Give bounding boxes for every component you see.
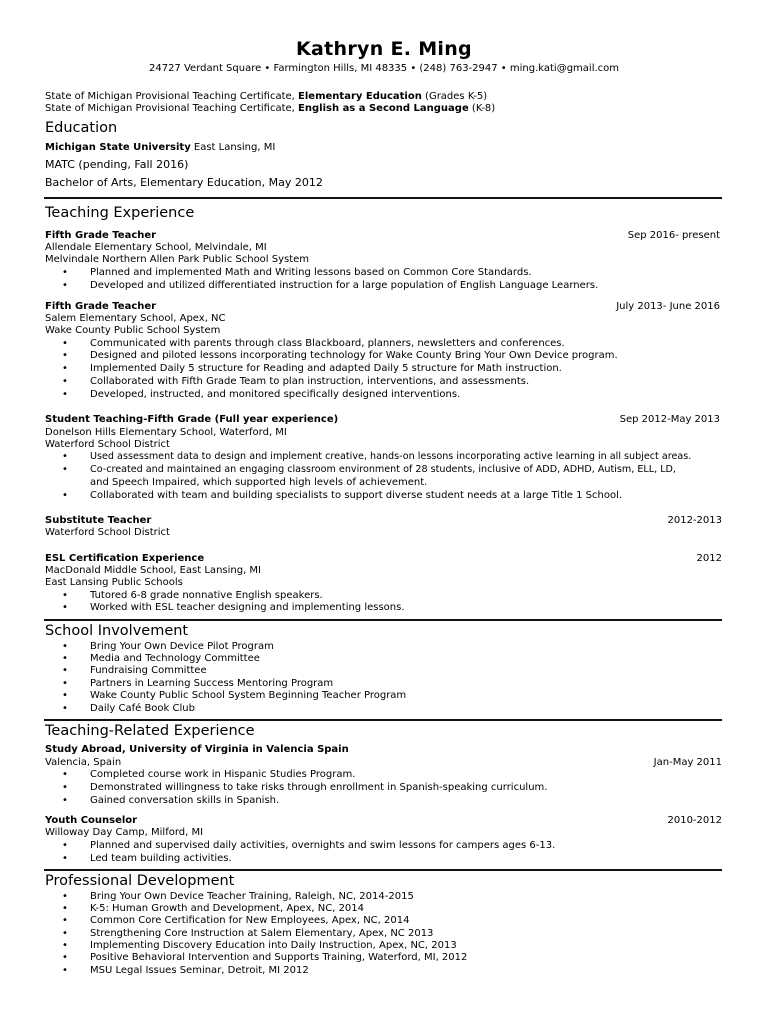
- involvement-item: Wake County Public School System Beginning Teacher Program: [90, 690, 407, 701]
- bullet: •: [62, 840, 68, 851]
- job-bullet: Developed and utilized differentiated instruction for a large population of English Language Learners.: [90, 280, 599, 291]
- job-district: Waterford School District: [45, 527, 170, 538]
- bullet: •: [62, 267, 68, 278]
- bullet: •: [62, 451, 68, 462]
- bullet: •: [62, 853, 68, 864]
- bullet: •: [62, 350, 68, 361]
- job-bullet: Used assessment data to design and implement creative, hands-on lessons incorporating active learning in all subject areas.: [90, 451, 692, 462]
- job-bullet-continued: and Speech Impaired, which supported high levels of achievement.: [90, 477, 428, 488]
- certification-2: [45, 103, 495, 115]
- professional-item: K-5: Human Growth and Development, Apex, NC, 2014: [90, 903, 365, 914]
- job-district: Wake County Public School System: [45, 325, 221, 336]
- job-title: Substitute Teacher: [45, 515, 152, 526]
- bullet: •: [62, 795, 68, 806]
- job-title: Fifth Grade Teacher: [45, 230, 157, 241]
- job-bullet: Designed and piloted lessons incorporating technology for Wake County Bring Your Own Device program.: [90, 350, 618, 361]
- job-district: East Lansing Public Schools: [45, 577, 183, 588]
- job-date: Sep 2012-May 2013: [619, 414, 720, 425]
- job-bullet: Worked with ESL teacher designing and implementing lessons.: [90, 602, 405, 613]
- related-bullet: Demonstrated willingness to take risks through enrollment in Spanish-speaking curriculum.: [90, 782, 548, 793]
- bullet: •: [62, 376, 68, 387]
- involvement-item: Partners in Learning Success Mentoring Program: [90, 678, 334, 689]
- bullet: •: [62, 280, 68, 291]
- job-district: Waterford School District: [45, 439, 170, 450]
- related-location: Valencia, Spain: [45, 757, 122, 768]
- job-bullet: Tutored 6-8 grade nonnative English speakers.: [90, 590, 323, 601]
- bullet: •: [62, 769, 68, 780]
- cert-area: Elementary Education: [298, 91, 422, 102]
- bullet: •: [62, 965, 68, 976]
- section-divider: [44, 719, 722, 721]
- job-school: MacDonald Middle School, East Lansing, MI: [45, 565, 262, 576]
- candidate-name: Kathryn E. Ming: [296, 38, 472, 60]
- contact-line: 24727 Verdant Square • Farmington Hills, MI 48335 • (248) 763-2947 • ming.kati@gmail.com: [148, 63, 620, 74]
- bullet: •: [62, 703, 68, 714]
- cert-grades: (Grades K-5): [421, 91, 488, 102]
- job-district: Melvindale Northern Allen Park Public School System: [45, 254, 310, 265]
- bullet: •: [62, 653, 68, 664]
- professional-item: Strengthening Core Instruction at Salem Elementary, Apex, NC 2013: [90, 928, 434, 939]
- bullet: •: [62, 590, 68, 601]
- bullet: •: [62, 678, 68, 689]
- job-school: Salem Elementary School, Apex, NC: [45, 313, 226, 324]
- job-bullet: Collaborated with team and building specialists to support diverse student needs at a large Title 1 School.: [90, 490, 623, 501]
- job-title: ESL Certification Experience: [45, 553, 205, 564]
- bullet: •: [62, 690, 68, 701]
- bullet: •: [62, 490, 68, 501]
- professional-item: Common Core Certification for New Employees, Apex, NC, 2014: [90, 915, 410, 926]
- cert-area: English as a Second Language: [298, 103, 469, 114]
- job-bullet: Planned and implemented Math and Writing lessons based on Common Core Standards.: [90, 267, 532, 278]
- related-bullet: Planned and supervised daily activities, overnights and swim lessons for campers ages 6-13.: [90, 840, 556, 851]
- job-bullet: Implemented Daily 5 structure for Reading and adapted Daily 5 structure for Math instruction.: [90, 363, 562, 374]
- related-bullet: Completed course work in Hispanic Studies Program.: [90, 769, 356, 780]
- involvement-item: Fundraising Committee: [90, 665, 207, 676]
- related-title: Youth Counselor: [45, 815, 138, 826]
- job-date: July 2013- June 2016: [616, 301, 720, 312]
- bullet: •: [62, 952, 68, 963]
- job-bullet: Communicated with parents through class Blackboard, planners, newsletters and conferences.: [90, 338, 565, 349]
- bullet: •: [62, 602, 68, 613]
- bullet: •: [62, 665, 68, 676]
- bullet: •: [62, 782, 68, 793]
- school-name: Michigan State University: [45, 142, 191, 153]
- job-school: Allendale Elementary School, Melvindale, MI: [45, 242, 267, 253]
- job-bullet: Co-created and maintained an engaging classroom environment of 28 students, inclusive of ADD, ADHD, Autism, ELL, LD,: [90, 464, 676, 475]
- bullet: •: [62, 641, 68, 652]
- related-location: Willoway Day Camp, Milford, MI: [45, 827, 204, 838]
- professional-item: MSU Legal Issues Seminar, Detroit, MI 2012: [90, 965, 309, 976]
- related-date: 2010-2012: [667, 815, 722, 826]
- education-degree: Bachelor of Arts, Elementary Education, May 2012: [45, 176, 323, 189]
- bullet: •: [62, 363, 68, 374]
- bullet: •: [62, 915, 68, 926]
- section-divider: [44, 869, 722, 871]
- job-date: 2012: [696, 553, 722, 564]
- cert-grades: (K-8): [468, 103, 496, 114]
- involvement-item: Bring Your Own Device Pilot Program: [90, 641, 274, 652]
- section-heading-education: Education: [45, 120, 118, 136]
- job-date: Sep 2016- present: [627, 230, 720, 241]
- section-heading-teaching: Teaching Experience: [45, 205, 195, 221]
- cert-prefix: State of Michigan Provisional Teaching Certificate,: [45, 103, 299, 114]
- certification-1: [45, 91, 487, 103]
- related-date: Jan-May 2011: [653, 757, 722, 768]
- job-bullet: Collaborated with Fifth Grade Team to plan instruction, interventions, and assessments.: [90, 376, 530, 387]
- job-school: Donelson Hills Elementary School, Waterford, MI: [45, 427, 287, 438]
- education-degree-pending: MATC (pending, Fall 2016): [45, 158, 189, 171]
- job-title: Student Teaching-Fifth Grade (Full year experience): [45, 414, 339, 425]
- professional-item: Positive Behavioral Intervention and Supports Training, Waterford, MI, 2012: [90, 952, 468, 963]
- professional-item: Bring Your Own Device Teacher Training, Raleigh, NC, 2014-2015: [90, 891, 414, 902]
- related-title: Study Abroad, University of Virginia in Valencia Spain: [45, 744, 349, 755]
- section-heading-professional: Professional Development: [45, 873, 235, 889]
- professional-item: Implementing Discovery Education into Daily Instruction, Apex, NC, 2013: [90, 940, 457, 951]
- bullet: •: [62, 464, 68, 475]
- job-date: 2012-2013: [667, 515, 722, 526]
- job-title: Fifth Grade Teacher: [45, 301, 157, 312]
- involvement-item: Daily Café Book Club: [90, 703, 195, 714]
- bullet: •: [62, 389, 68, 400]
- bullet: •: [62, 338, 68, 349]
- bullet: •: [62, 903, 68, 914]
- related-bullet: Led team building activities.: [90, 853, 232, 864]
- cert-prefix: State of Michigan Provisional Teaching Certificate,: [45, 91, 299, 102]
- school-location: East Lansing, MI: [190, 142, 276, 153]
- education-school: [45, 142, 275, 154]
- related-bullet: Gained conversation skills in Spanish.: [90, 795, 280, 806]
- involvement-item: Media and Technology Committee: [90, 653, 260, 664]
- bullet: •: [62, 928, 68, 939]
- section-divider: [44, 619, 722, 621]
- bullet: •: [62, 940, 68, 951]
- section-divider: [44, 197, 722, 199]
- section-heading-related: Teaching-Related Experience: [45, 723, 255, 739]
- bullet: •: [62, 891, 68, 902]
- section-heading-involvement: School Involvement: [45, 623, 189, 639]
- job-bullet: Developed, instructed, and monitored specifically designed interventions.: [90, 389, 461, 400]
